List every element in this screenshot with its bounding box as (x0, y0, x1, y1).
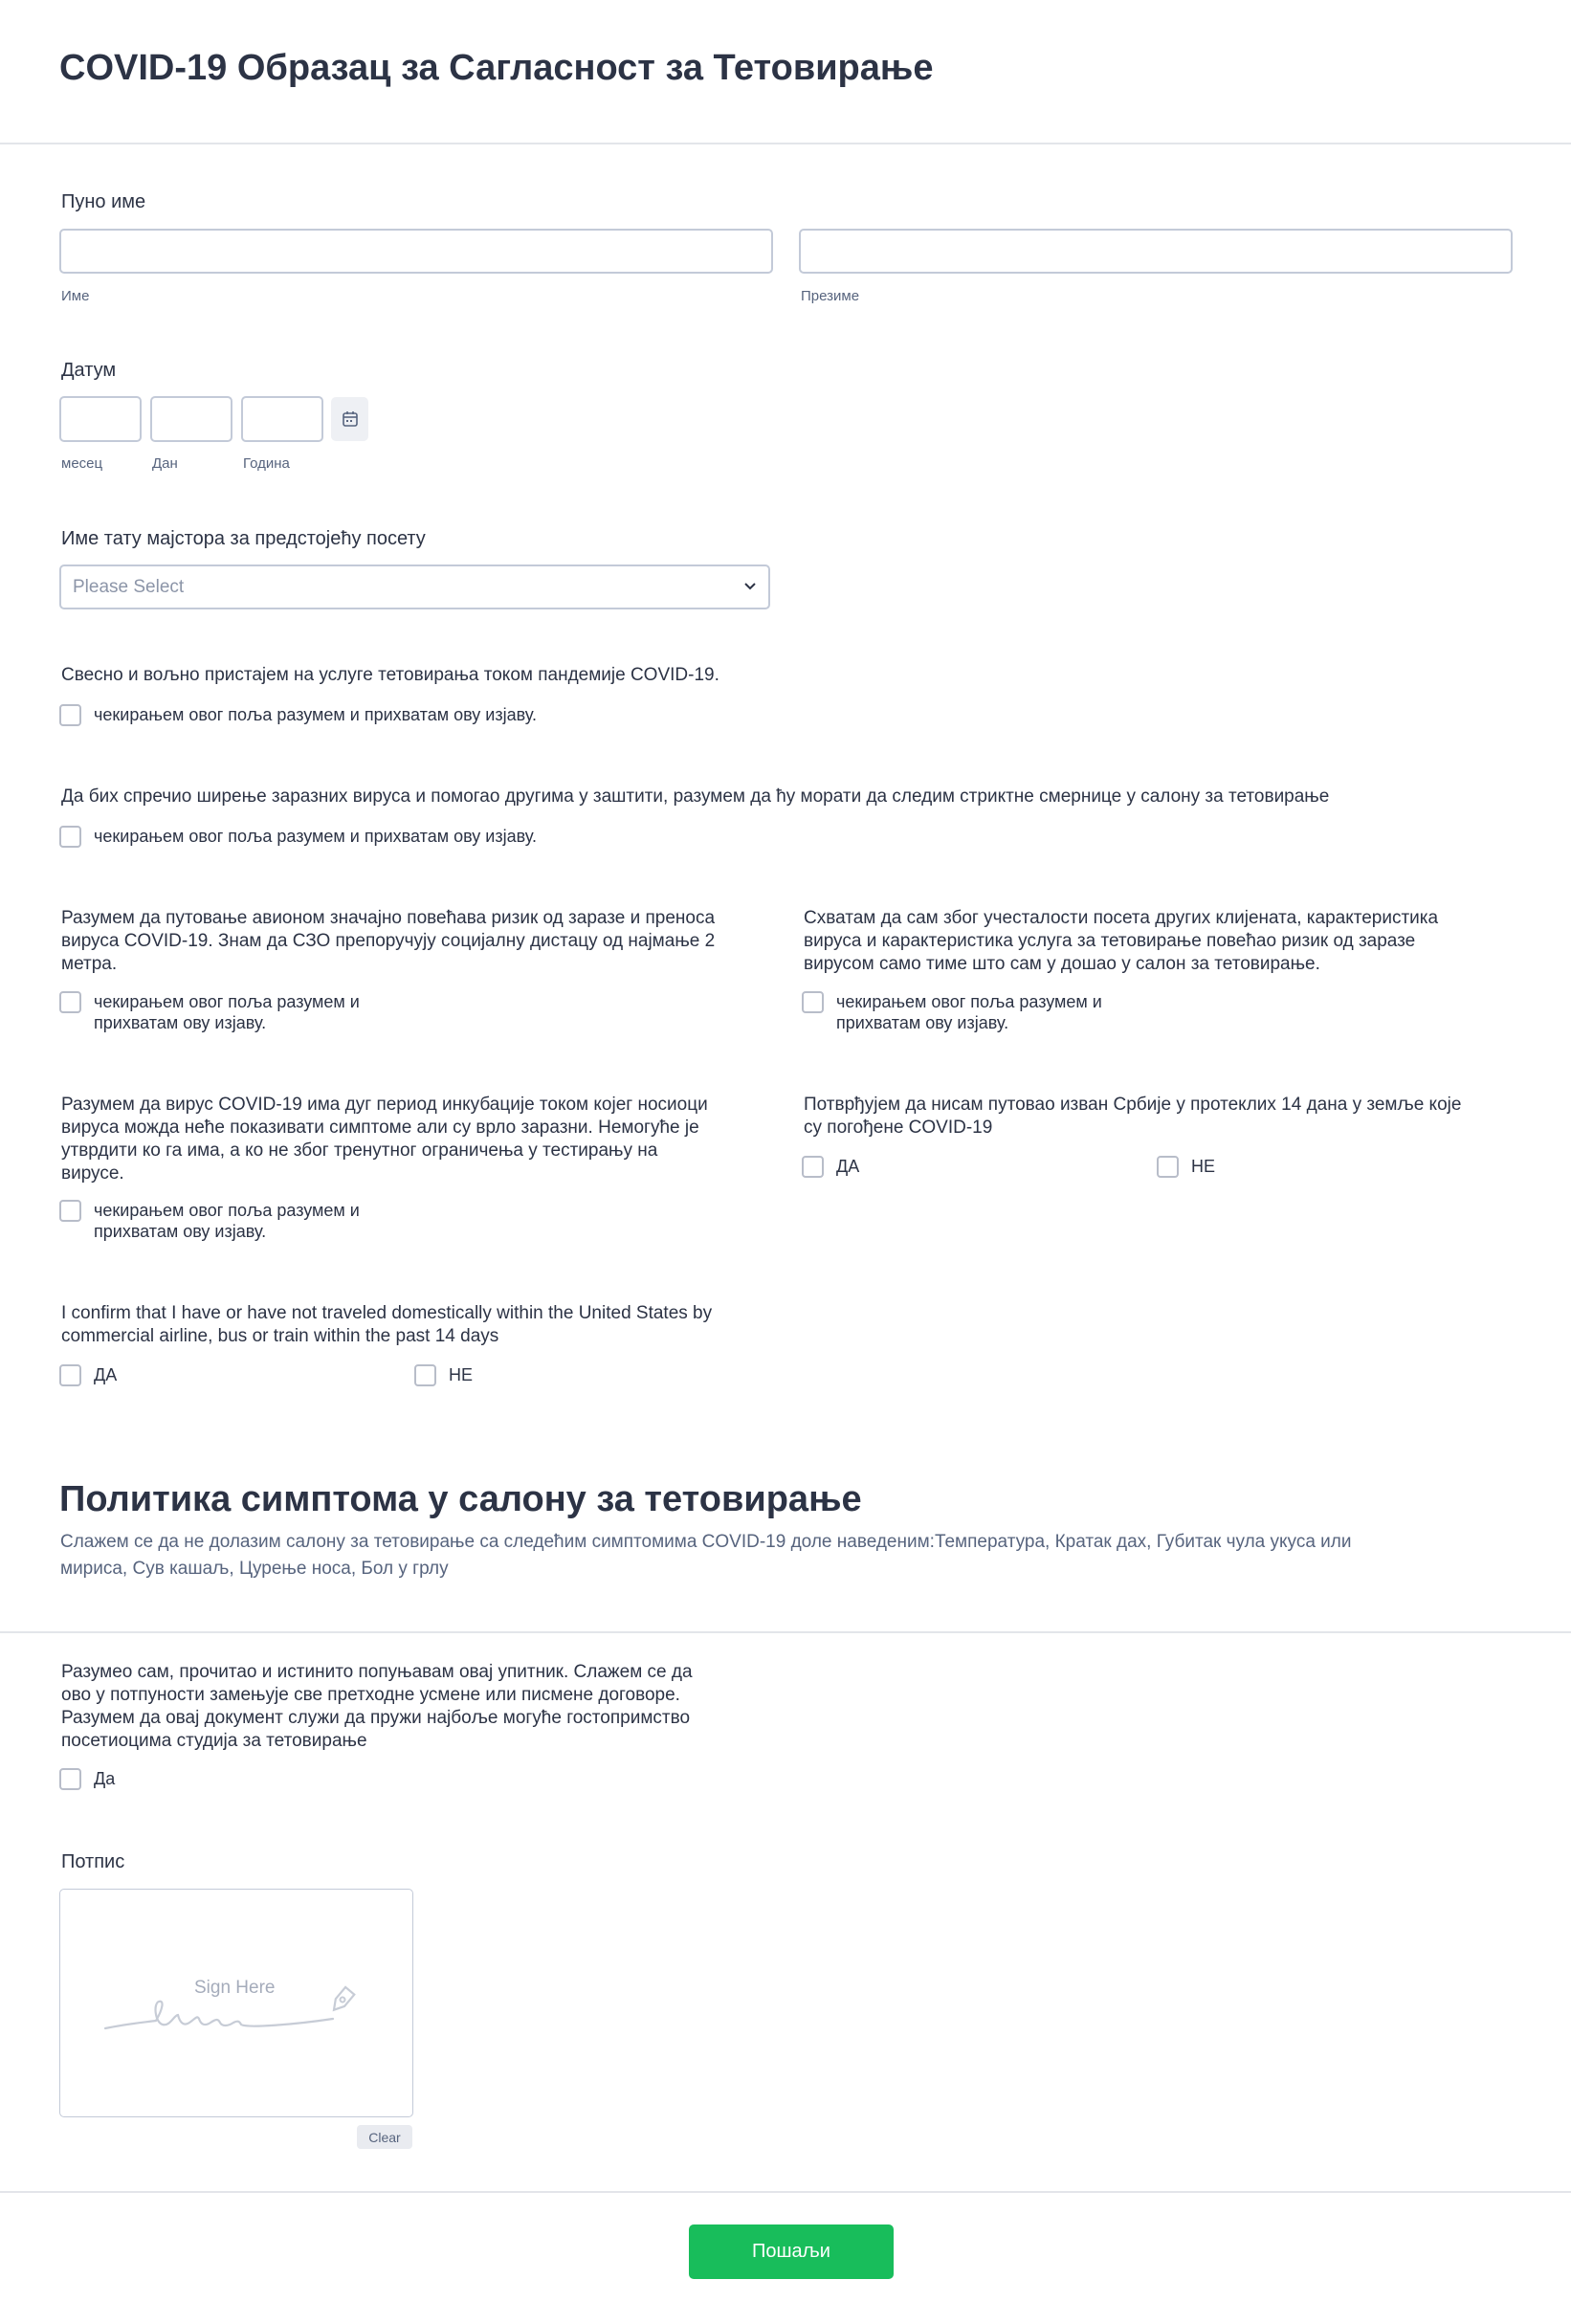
question-salon-risk-line: вируса и карактеристика услуга за тетовирање повећао ризик од заразе (804, 931, 1416, 951)
question-incubation (61, 1094, 708, 1185)
submit-button[interactable]: Пошаљи (689, 2224, 894, 2279)
question-agreement (61, 1661, 693, 1753)
checkbox-international-no-label: НЕ (1191, 1157, 1216, 1176)
checkbox-agreement-label: Да (94, 1769, 116, 1788)
policy-description-line: мириса, Сув кашаљ, Цурење носа, Бол у грлу (60, 1559, 449, 1579)
question-air-travel-line: Разумем да путовање авионом значајно повећава ризик од заразе и преноса (61, 908, 716, 928)
question-agreement-line: ово у потпуности замењује све претходне усмене или писмене договоре. (61, 1685, 680, 1705)
checkbox-salon-risk[interactable] (802, 991, 824, 1013)
checkbox-salon-risk-label-line: прихватам ову изјаву. (836, 1013, 1009, 1032)
question-salon-risk-line: Схватам да сам због учесталости посета других клијената, карактеристика (804, 908, 1439, 928)
checkbox-domestic-no-label: НЕ (449, 1365, 474, 1384)
checkbox-consent-services[interactable] (59, 704, 81, 726)
question-incubation-line: вируса можда неће показивати симптоме али су врло заразни. Немогуће је (61, 1118, 699, 1138)
footer-divider (0, 2191, 1571, 2193)
checkbox-international-no[interactable] (1157, 1156, 1179, 1178)
checkbox-air-travel[interactable] (59, 991, 81, 1013)
checkbox-incubation-label (94, 1200, 360, 1242)
question-consent-services: Свесно и вољно пристајем на услуге тетовирања током пандемије COVID-19. (61, 665, 719, 685)
checkbox-air-travel-label-line: чекирањем овог поља разумем и (94, 992, 360, 1011)
date-year-sublabel: Година (243, 455, 290, 472)
date-label: Датум (61, 360, 117, 381)
question-agreement-line: Разумем да овај документ служи да пружи најбоље могуће гостопримство (61, 1708, 691, 1728)
first-name-input[interactable] (59, 229, 773, 274)
date-month-input[interactable] (59, 396, 142, 442)
checkbox-agreement[interactable] (59, 1768, 81, 1790)
first-name-sublabel: Име (61, 288, 90, 304)
question-incubation-line: утврдити ко га има, а ко не због тренутног ограничења у тестирању на (61, 1140, 658, 1161)
question-salon-risk (804, 907, 1438, 976)
signature-scribble-icon (103, 1981, 371, 2038)
signature-label: Потпис (61, 1851, 125, 1872)
question-agreement-line: Разумео сам, прочитао и истинито попуњавам овај упитник. Слажем се да (61, 1662, 693, 1682)
question-air-travel (61, 907, 715, 976)
checkbox-air-travel-label-line: прихватам ову изјаву. (94, 1013, 267, 1032)
checkbox-domestic-no[interactable] (414, 1364, 436, 1386)
signature-pad[interactable] (59, 1889, 413, 2117)
form-title: COVID-19 Образац за Сагласност за Тетовирање (59, 48, 934, 88)
checkbox-international-yes-label: ДА (836, 1157, 860, 1176)
question-guidelines: Да бих спречио ширење заразних вируса и помогао другима у заштити, разумем да ћу морати да следим стриктне смернице у салону за тетовирање (61, 786, 1330, 807)
question-domestic-travel-line: commercial airline, bus or train within the past 14 days (61, 1326, 499, 1346)
calendar-button[interactable] (331, 397, 368, 441)
full-name-label: Пуно име (61, 191, 146, 212)
policy-description-line: Слажем се да не долазим салону за тетовирање са следећим симптомима COVID-19 доле наведеним:Температура, Кратак дах, Губитак чула укуса или (60, 1532, 1352, 1552)
checkbox-incubation[interactable] (59, 1200, 81, 1222)
date-day-sublabel: Дан (152, 455, 178, 472)
question-salon-risk-line: вирусом само тиме што сам у дошао у салон за тетовирање. (804, 954, 1320, 974)
last-name-sublabel: Презиме (801, 288, 860, 304)
checkbox-incubation-label-line: прихватам ову изјаву. (94, 1222, 267, 1241)
checkbox-international-yes[interactable] (802, 1156, 824, 1178)
checkbox-domestic-yes[interactable] (59, 1364, 81, 1386)
date-month-sublabel: месец (61, 455, 103, 472)
checkbox-salon-risk-label (836, 991, 1102, 1033)
question-international-travel-line: Потврђујем да нисам путовао изван Србије у протеклих 14 дана у земље које (804, 1095, 1462, 1115)
question-incubation-line: Разумем да вирус COVID-19 има дуг период инкубације током којег носиоци (61, 1095, 708, 1115)
last-name-input[interactable] (799, 229, 1513, 274)
artist-select[interactable] (59, 564, 770, 609)
calendar-icon (342, 410, 359, 428)
signature-placeholder: Sign Here (194, 1978, 276, 1998)
question-air-travel-line: вируса COVID-19. Знам да СЗО препоручују социјалну дистацу од најмање 2 (61, 931, 716, 951)
question-air-travel-line: метра. (61, 954, 118, 974)
checkbox-air-travel-label (94, 991, 360, 1033)
date-year-input[interactable] (241, 396, 323, 442)
date-day-input[interactable] (150, 396, 232, 442)
checkbox-guidelines-label: чекирањем овог поља разумем и прихватам ову изјаву. (94, 827, 537, 846)
question-domestic-travel (61, 1302, 712, 1348)
question-agreement-line: посетиоцима студија за тетовирање (61, 1731, 367, 1751)
checkbox-incubation-label-line: чекирањем овог поља разумем и (94, 1201, 360, 1220)
checkbox-salon-risk-label-line: чекирањем овог поља разумем и (836, 992, 1102, 1011)
question-international-travel-line: су погођене COVID-19 (804, 1118, 993, 1138)
checkbox-guidelines[interactable] (59, 826, 81, 848)
question-international-travel (804, 1094, 1461, 1140)
header-divider (0, 143, 1571, 144)
artist-label: Име тату мајстора за предстојећу посету (61, 528, 426, 549)
question-domestic-travel-line: I confirm that I have or have not traveled domestically within the United States by (61, 1303, 713, 1323)
artist-select-placeholder: Please Select (73, 577, 185, 597)
policy-divider (0, 1631, 1571, 1633)
signature-clear-button[interactable]: Clear (357, 2125, 412, 2149)
chevron-down-icon (743, 582, 757, 591)
checkbox-domestic-yes-label: ДА (94, 1365, 118, 1384)
question-incubation-line: вирусе. (61, 1163, 124, 1184)
policy-heading: Политика симптома у салону за тетовирање (59, 1479, 862, 1519)
policy-description (60, 1529, 1351, 1583)
checkbox-consent-services-label: чекирањем овог поља разумем и прихватам ову изјаву. (94, 705, 537, 724)
